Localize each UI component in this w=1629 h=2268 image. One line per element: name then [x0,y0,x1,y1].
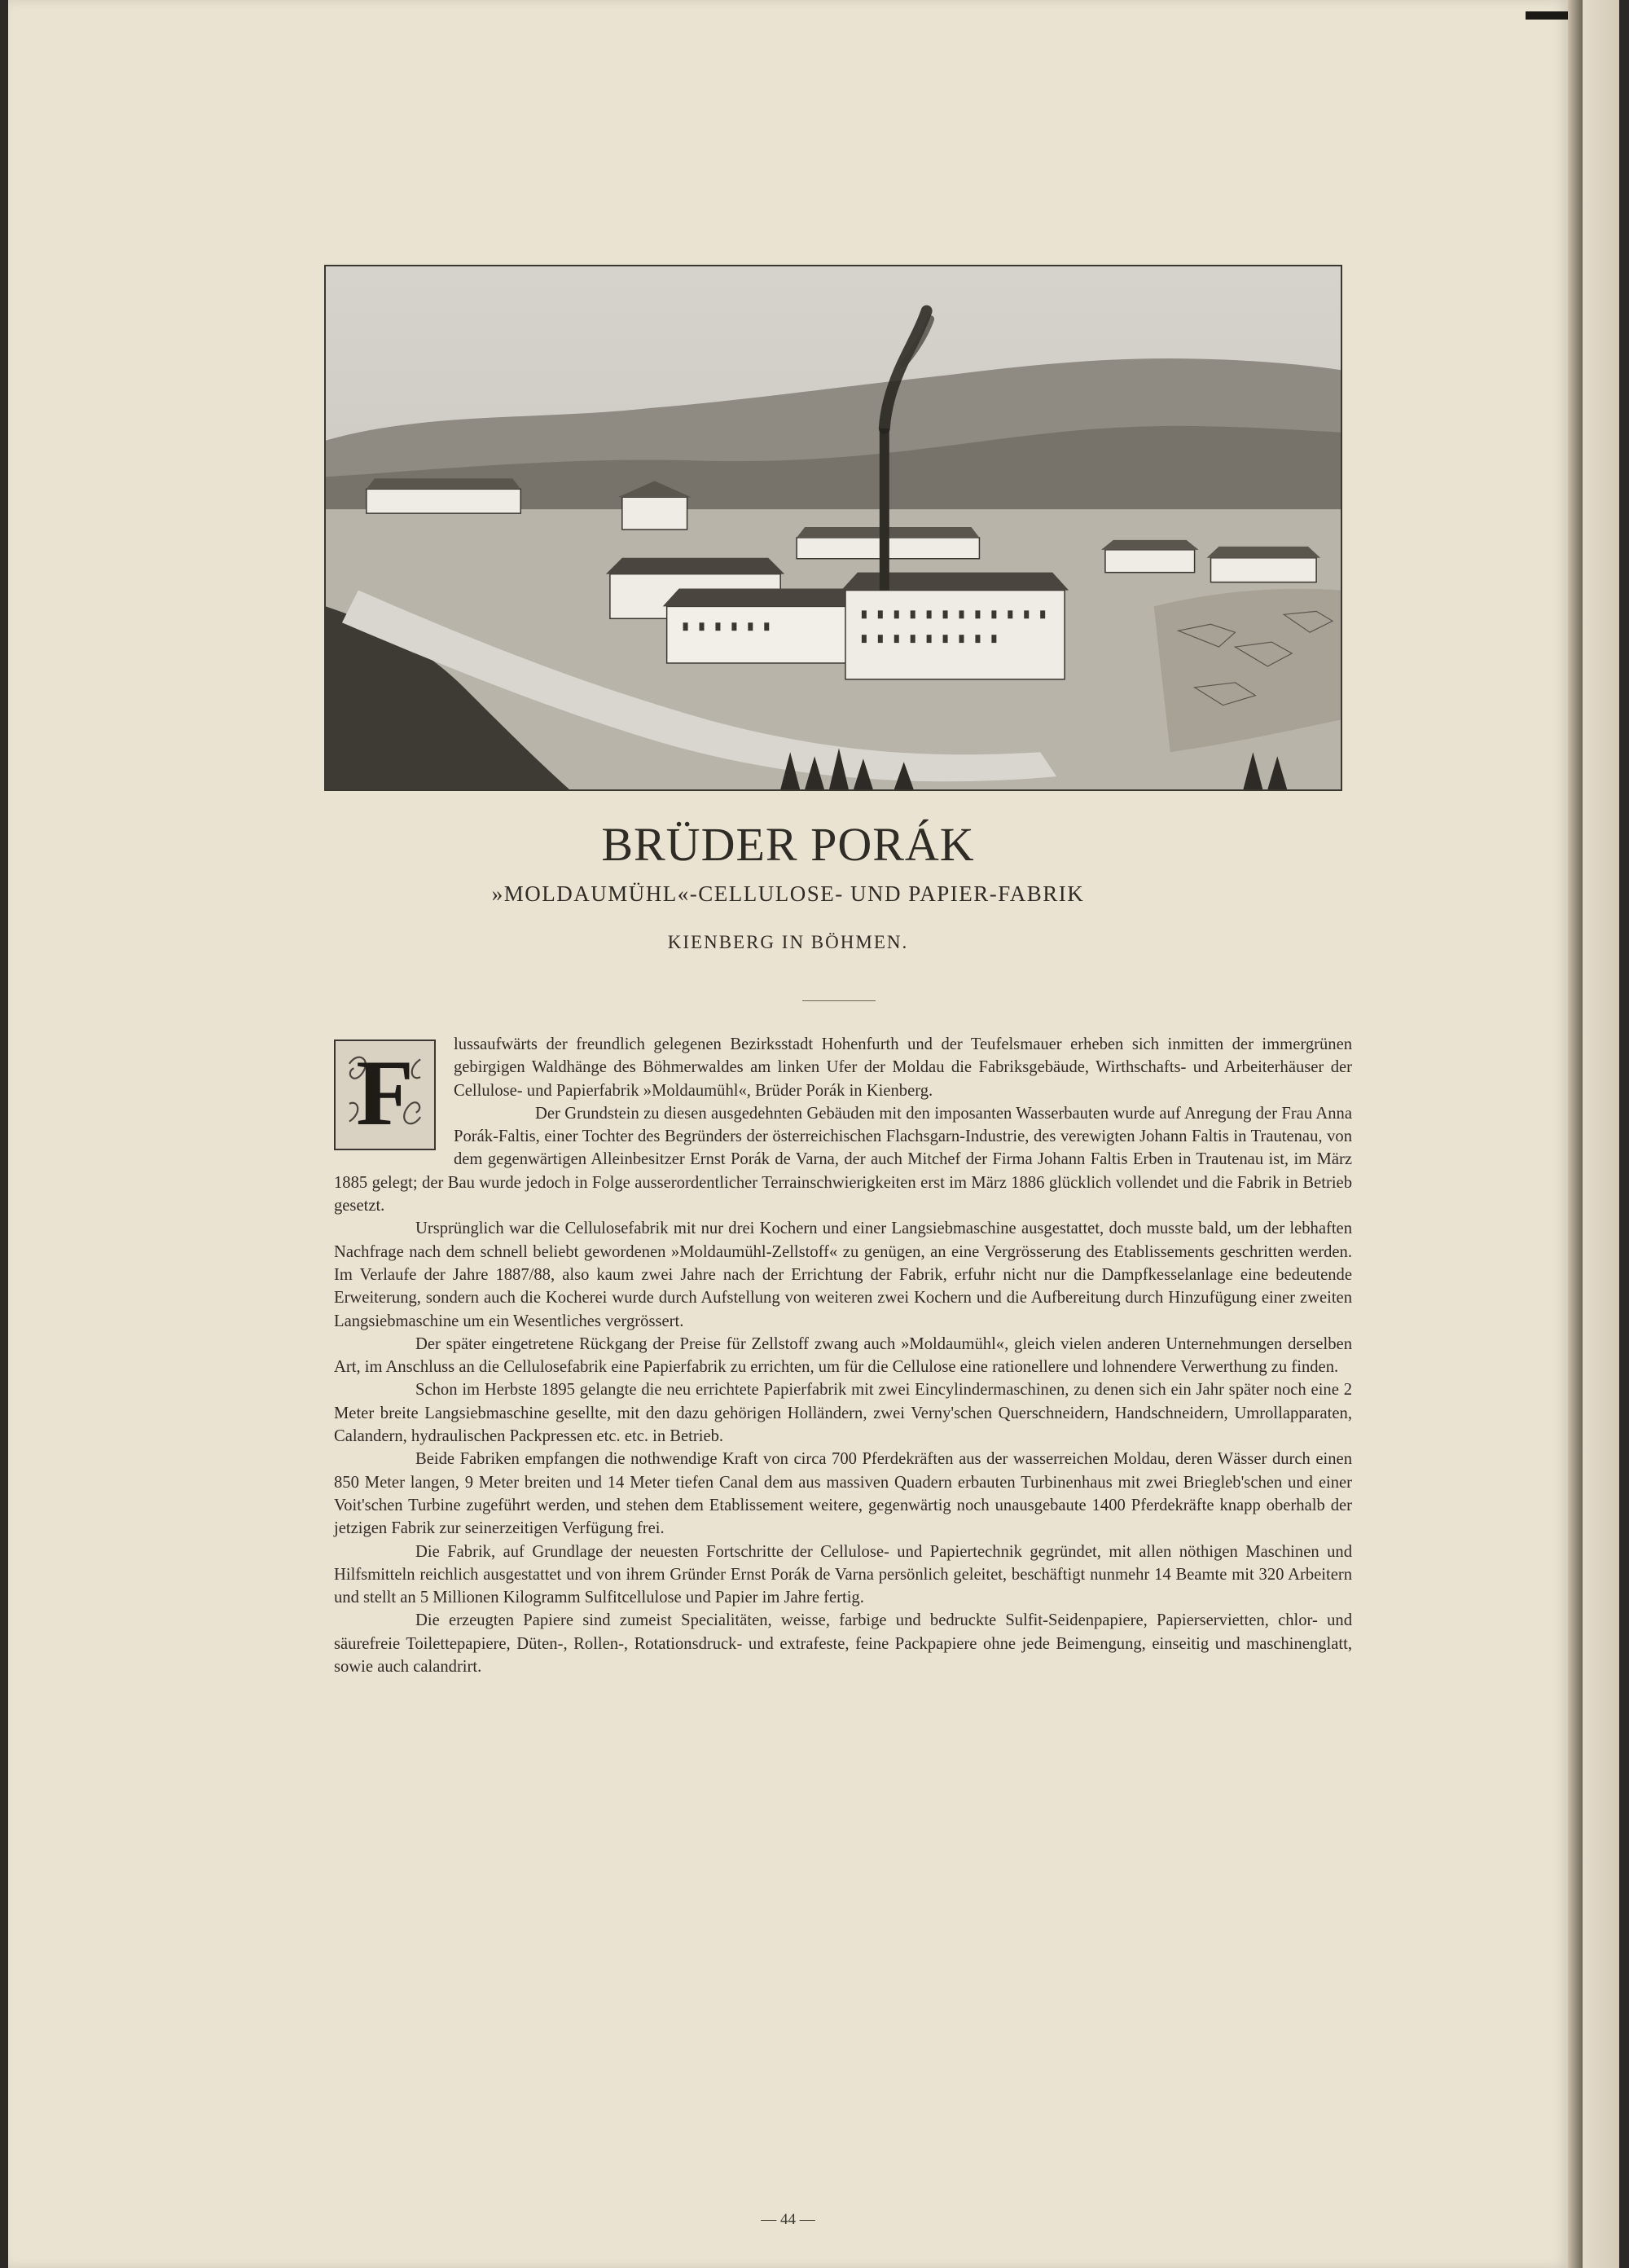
paragraph: Ursprünglich war die Cellulosefabrik mit nur drei Kochern und einer Langsiebmaschine ausgestattet, doch musste bald, um der lebhaften Nachfrage nach dem schnell beliebt gewordenen »Moldaumühl-Zellstoff« zu genügen, an eine Vergrösserung des Etablissements geschritten werden. Im Verlaufe der Jahre 1887/88, also kaum zwei Jahre nach der Errichtung der Fabrik, erfuhr nicht nur die Dampfkesselanlage eine bedeutende Erweiterung, sondern auch die Kocherei wurde durch Aufstellung von weiteren zwei Kochern und die Aufbereitung durch Hinzufügung einer zweiten Langsiebmaschine um ein Wesentliches vergrössert. [334,1220,1352,1330]
factory-engraving-icon [324,265,1342,791]
paragraph: Der später eingetretene Rückgang der Preise für Zellstoff zwang auch »Moldaumühl«, gleich vielen anderen Unternehmungen derselben Art, im Anschluss an die Cellulosefabrik eine Papierfabrik zu errichten, um für die Cellulose eine rationellere und lohnendere Verwerthung zu finden. [334,1334,1352,1377]
paragraph: Die Fabrik, auf Grundlage der neuesten Fortschritte der Cellulose- und Papiertechnik gegründet, mit allen nöthigen Maschinen und Hilfsmitteln reichlich ausgestattet und von ihrem Gründer Ernst Porák de Varna persönlich geleitet, beschäftigt nunmehr 14 Beamte mit 320 Arbeitern und stellt an 5 Millionen Kilogramm Sulfitcellulose und Papier im Jahre fertig. [334,1542,1352,1607]
page-subtitle: »MOLDAUMÜHL«-CELLULOSE- UND PAPIER-FABRIK [491,881,1085,906]
book-spine [1568,0,1583,2268]
page-number: — 44 — [761,2211,815,2228]
divider [802,1000,876,1001]
next-page-edge [1583,0,1619,2268]
paragraph: Schon im Herbste 1895 gelangte die neu errichtete Papierfabrik mit zwei Eincylindermaschinen, zu denen sich ein Jahr später noch eine 2 Meter breite Langsiebmaschine gesellte, mit den dazu gehörigen Holländern, zwei Verny'schen Querschneidern, Handschneidern, Umrollapparaten, Calandern, hydraulischen Packpressen etc. etc. in Betrieb. [334,1381,1352,1446]
location-line: KIENBERG IN BÖHMEN. [667,932,909,952]
paragraph: Die erzeugten Papiere sind zumeist Specialitäten, weisse, farbige und bedruckte Sulfit-Seidenpapiere, Papierservietten, chlor- und säurefreie Toilettepapiere, Düten-, Rollen-, Rotationsdruck- und extrafeste, feine Packpapiere ohne jede Beimengung, einseitig und maschinenglatt, sowie auch calandrirt. [334,1611,1352,1677]
decorative-initial [334,1040,436,1150]
drop-cap-letter: F [356,1041,414,1145]
paragraph: Beide Fabriken empfangen die nothwendige Kraft von circa 700 Pferdekräften aus der wasserreichen Moldau, deren Wässer durch einen 850 Meter langen, 9 Meter breiten und 14 Meter tiefen Canal dem aus massiven Quadern erbauten Turbinenhaus mit zwei Briegleb'schen und einer Voit'schen Turbine zugeführt werden, und stehen dem Etablissement weitere, gegenwärtig noch unausgebaute 1400 Pferdekräfte knapp oberhalb der jetzigen Fabrik zur seinerzeitigen Verfügung frei. [334,1450,1352,1538]
book-page [8,0,1568,2268]
paragraph: lussaufwärts der freundlich gelegenen Bezirksstadt Hohenfurth und der Teufelsmauer erheben sich inmitten der immergrünen gebirgigen Waldhänge des Böhmerwaldes am linken Ufer der Moldau die Fabriksgebäude, Wirthschafts- und Arbeiterhäuser der Cellulose- und Papierfabrik »Moldaumühl«, Brüder Porák in Kienberg. [454,1035,1352,1100]
page-title: BRÜDER PORÁK [601,818,975,871]
article-body [334,1033,1352,1678]
paragraph: Der Grundstein zu diesen ausgedehnten Gebäuden mit den imposanten Wasserbauten wurde auf Anregung der Frau Anna Porák-Faltis, einer Tochter des Begründers der österreichischen Flachsgarn-Industrie, des verewigten Johann Faltis in Trautenau, von dem gegenwärtigen Alleinbesitzer Ernst Porák de Varna, der auch Mitchef der Firma Johann Faltis Erben in Trautenau ist, im März 1885 gelegt; der Bau wurde jedoch in Folge ausserordentlicher Terrainschwierigkeiten erst im März 1886 glücklich vollendet und die Fabrik in Betrieb gesetzt. [334,1104,1352,1215]
